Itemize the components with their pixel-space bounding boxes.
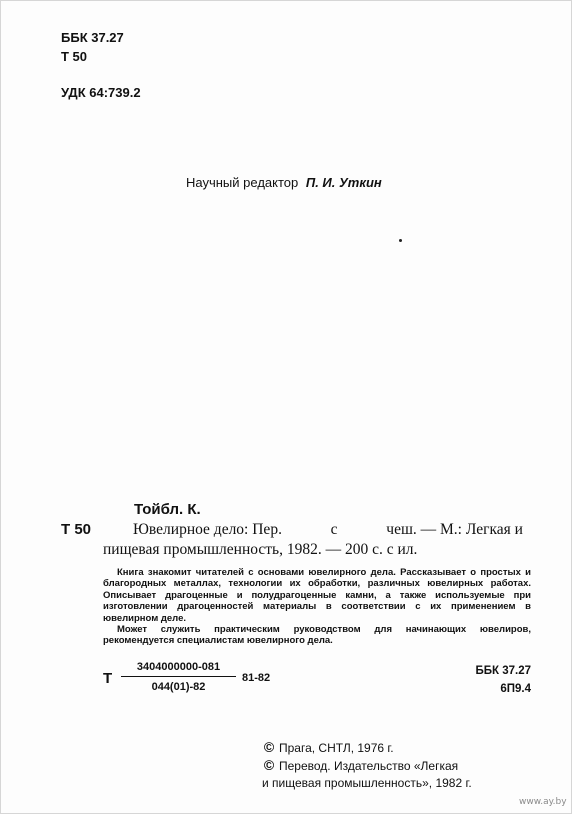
copyright-line-1 — [262, 739, 472, 757]
copyright-text-1: Прага, СНТЛ, 1976 г. — [279, 741, 394, 755]
annotation-paragraph: Книга знакомит читателей с основами ювелирного дела. Рассказывает о простых и благородных металлах, технологии их обработки, различных ювелирных работах. Описывает драгоценные и полудрагоценные камни, а также используемые при изготовлении драгоценностей материалы в соответствии с их применением в ювелирном деле. — [103, 567, 531, 624]
class-right-code: 6П9.4 — [500, 683, 531, 695]
copyright-line-3: и пищевая промышленность», 1982 г. — [262, 776, 472, 790]
udk-code: УДК 64:739.2 — [61, 85, 141, 100]
print-speck — [399, 239, 402, 242]
fraction-denominator: 044(01)-82 — [151, 681, 206, 693]
bib-publisher: чеш. — М.: Легкая и — [386, 521, 523, 538]
bibliographic-description — [103, 520, 523, 560]
bbk-code: ББК 37.27 — [61, 30, 124, 45]
editor-label: Научный редактор — [186, 175, 299, 190]
publication-index-fraction — [121, 661, 236, 693]
bib-preposition: с — [330, 521, 338, 538]
copyright-line-2 — [262, 757, 472, 775]
editor-name: П. И. Уткин — [305, 175, 382, 190]
fraction-letter: Т — [103, 670, 113, 687]
copyright-text-2: Перевод. Издательство «Легкая — [279, 759, 459, 773]
bbk-right-code: ББК 37.27 — [475, 665, 531, 677]
book-annotation — [103, 567, 531, 647]
bib-title: Ювелирное дело: Пер. — [133, 521, 282, 538]
copyright-icon: © — [263, 739, 275, 755]
bib-line-1 — [103, 520, 523, 540]
scientific-editor — [186, 175, 382, 190]
copyright-block — [262, 739, 472, 792]
catalog-code: Т 50 — [61, 521, 92, 538]
catalog-author: Тойбл. К. — [134, 501, 201, 518]
right-classification — [451, 662, 531, 698]
fraction-numerator: 3404000000-081 — [136, 661, 221, 673]
t-code: Т 50 — [61, 49, 88, 64]
copyright-icon: © — [263, 757, 275, 773]
watermark: www.ay.by — [519, 797, 567, 807]
annotation-paragraph: Может служить практическим руководством для начинающих ювелиров, рекомендуется специалистам ювелирного дела. — [103, 624, 531, 647]
fraction-year: 81-82 — [242, 672, 271, 684]
bib-line-2: пищевая промышленность, 1982. — 200 с. с ил. — [103, 541, 418, 558]
classification-codes — [61, 28, 141, 102]
